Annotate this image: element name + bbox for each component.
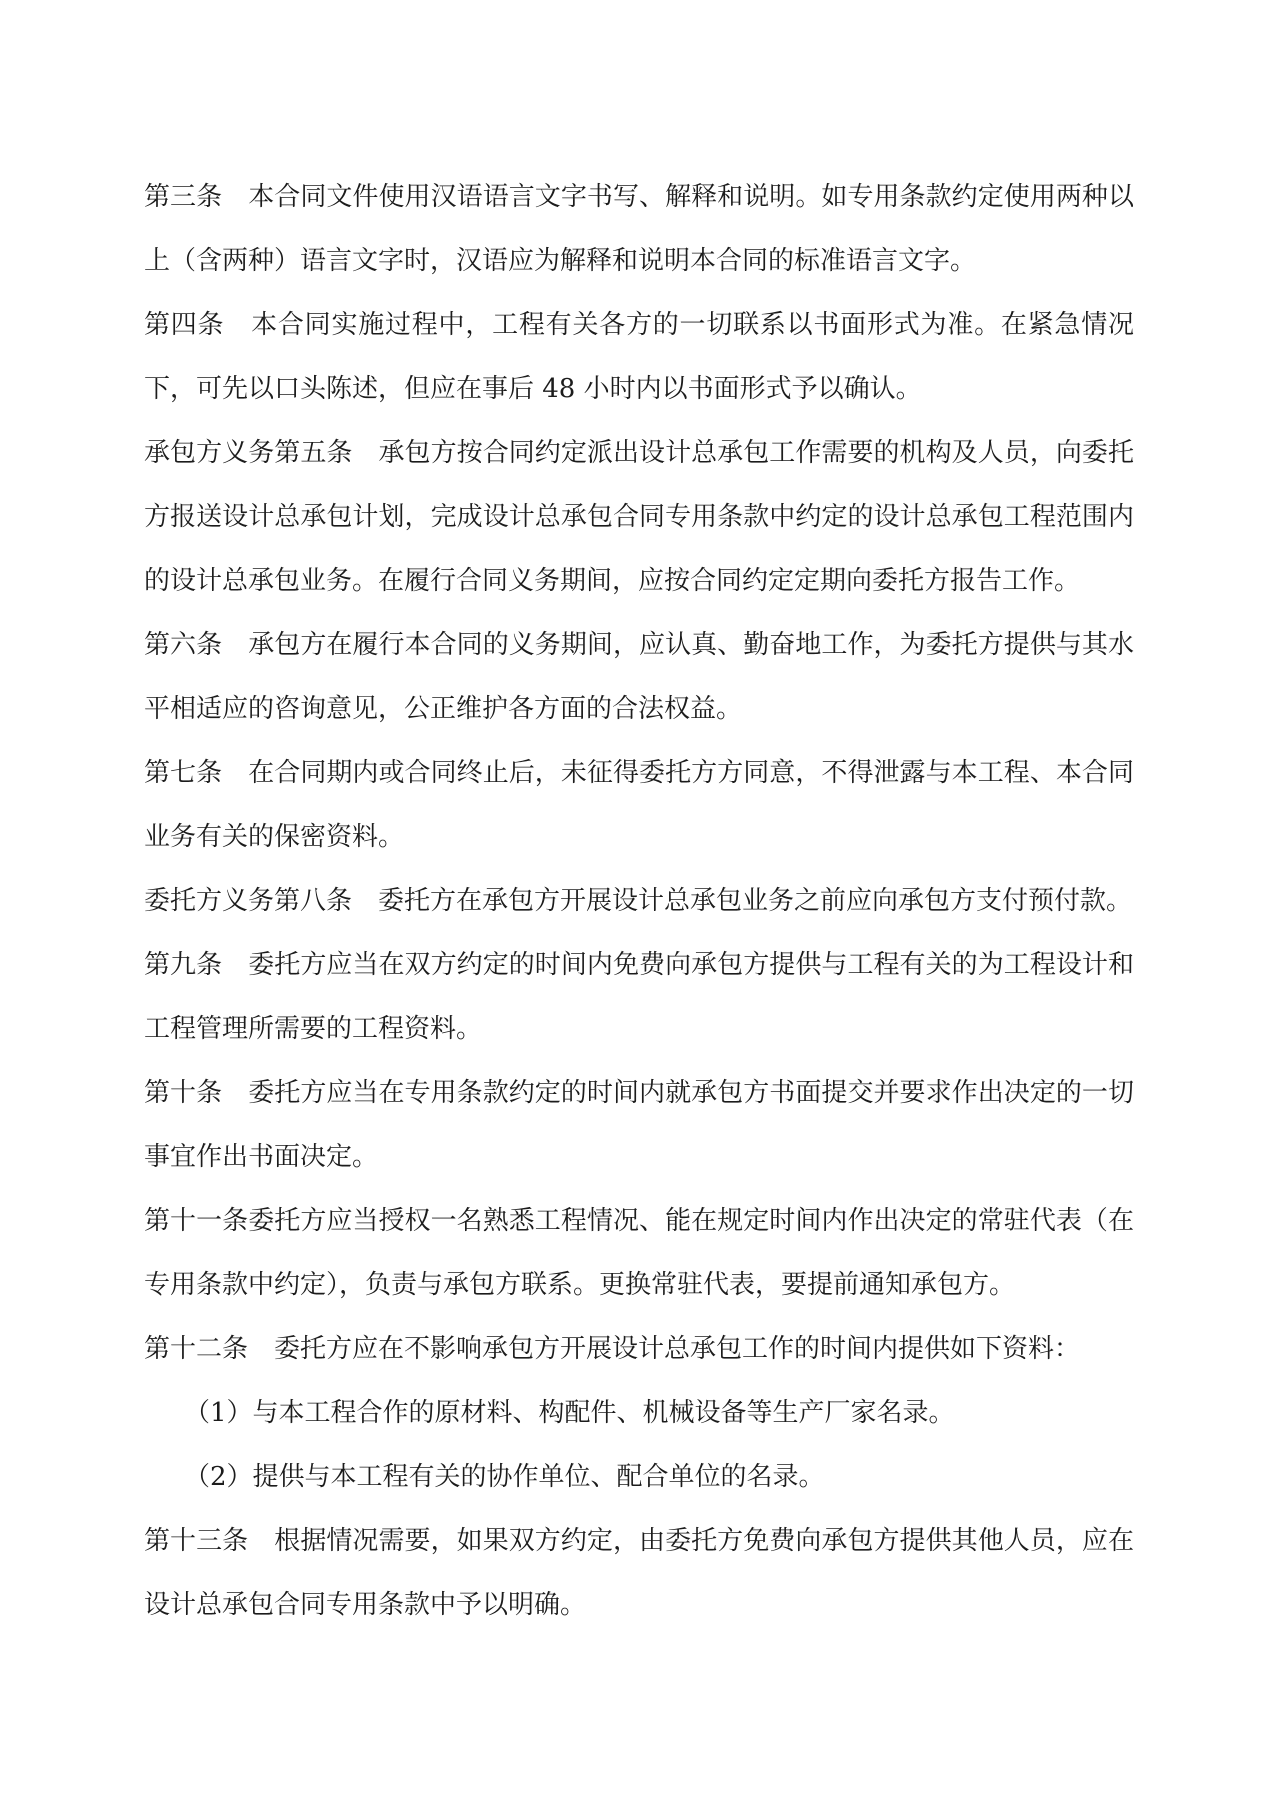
clause-12-item-2: （2）提供与本工程有关的协作单位、配合单位的名录。: [184, 1462, 825, 1492]
clause-13: 第十三条 根据情况需要，如果双方约定，由委托方免费向承包方提供其他人员，应在设计总承包合同专用条款中予以明确。: [144, 1526, 1134, 1620]
clause-3: 第三条 本合同文件使用汉语语言文字书写、解释和说明。如专用条款约定使用两种以上（含两种）语言文字时，汉语应为解释和说明本合同的标准语言文字。: [144, 182, 1134, 276]
clause-9: 第九条 委托方应当在双方约定的时间内免费向承包方提供与工程有关的为工程设计和工程管理所需要的工程资料。: [144, 950, 1134, 1044]
clause-8-client-obligations: 委托方义务第八条 委托方在承包方开展设计总承包业务之前应向承包方支付预付款。: [144, 886, 1133, 916]
clause-11: 第十一条委托方应当授权一名熟悉工程情况、能在规定时间内作出决定的常驻代表（在专用条款中约定），负责与承包方联系。更换常驻代表，要提前通知承包方。: [144, 1206, 1134, 1300]
clause-4: 第四条 本合同实施过程中，工程有关各方的一切联系以书面形式为准。在紧急情况下，可先以口头陈述，但应在事后 48 小时内以书面形式予以确认。: [144, 310, 1134, 404]
clause-7: 第七条 在合同期内或合同终止后，未征得委托方方同意，不得泄露与本工程、本合同业务有关的保密资料。: [144, 758, 1134, 852]
clause-5-contractor-obligations: 承包方义务第五条 承包方按合同约定派出设计总承包工作需要的机构及人员，向委托方报送设计总承包计划，完成设计总承包合同专用条款中约定的设计总承包工程范围内的设计总承包业务。在履行合同义务期间，应按合同约定定期向委托方报告工作。: [144, 438, 1134, 596]
clause-12-item-1: （1）与本工程合作的原材料、构配件、机械设备等生产厂家名录。: [184, 1398, 955, 1428]
clause-6: 第六条 承包方在履行本合同的义务期间，应认真、勤奋地工作，为委托方提供与其水平相适应的咨询意见，公正维护各方面的合法权益。: [144, 630, 1134, 724]
clause-12: 第十二条 委托方应在不影响承包方开展设计总承包工作的时间内提供如下资料：: [144, 1334, 1081, 1364]
clause-10: 第十条 委托方应当在专用条款约定的时间内就承包方书面提交并要求作出决定的一切事宜作出书面决定。: [144, 1078, 1134, 1172]
document-body: [144, 165, 1134, 1637]
